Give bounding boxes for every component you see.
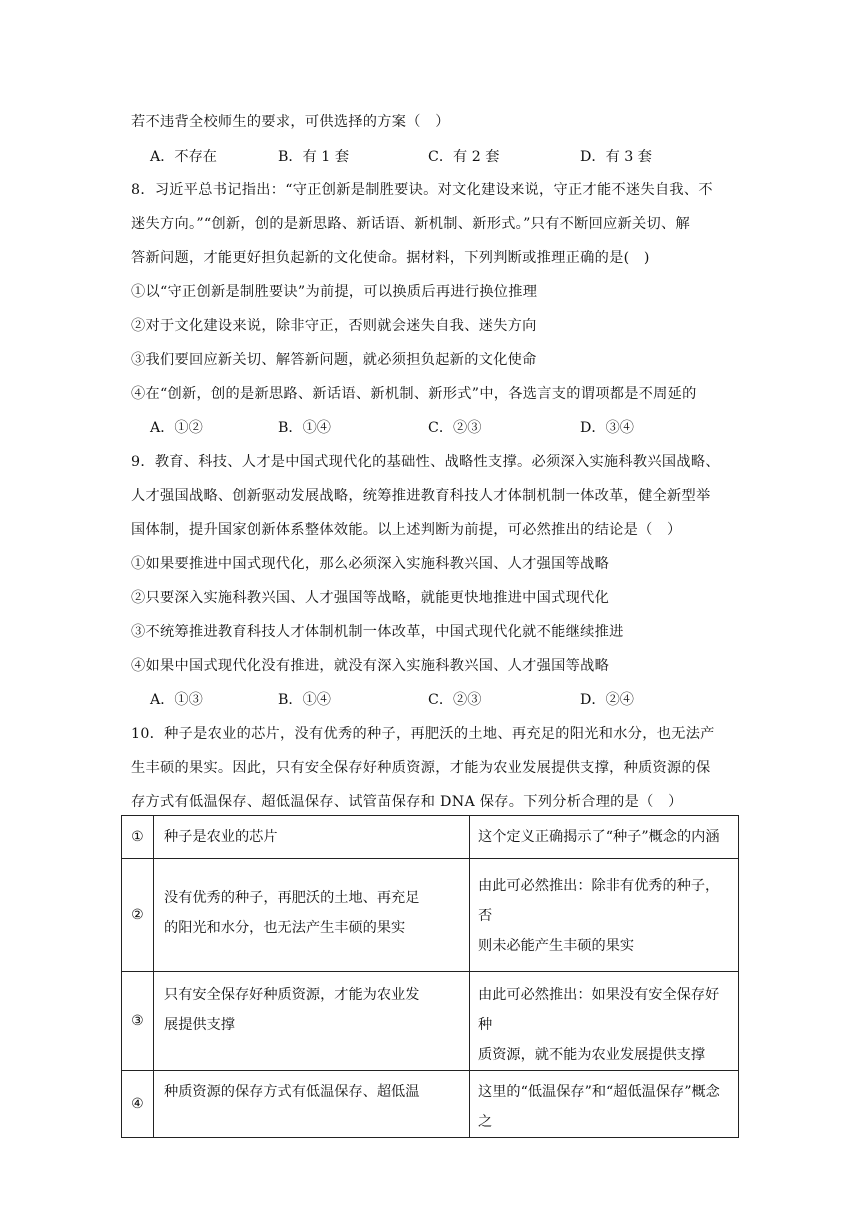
statement-line: 种质资源的保存方式有低温保存、超低温 <box>164 1084 420 1100</box>
table-row <box>122 859 739 972</box>
analysis-line: 由此可必然推出：如果没有安全保存好种 <box>478 987 720 1033</box>
row-number: ① <box>122 816 154 859</box>
q9-option-c[interactable]: C．②③ <box>428 692 482 708</box>
q8-stem-line-2: 迷失方向。”“创新，创的是新思路、新话语、新机制、新形式。”只有不断回应新关切、解 <box>131 216 690 232</box>
q10-analysis-table <box>121 815 739 1138</box>
q7-option-d[interactable]: D．有 3 套 <box>580 149 652 165</box>
q8-option-b[interactable]: B．①④ <box>278 420 331 436</box>
table-row <box>122 1071 739 1138</box>
statement-line: 的阳光和水分，也无法产生丰硕的果实 <box>164 920 406 936</box>
table-row <box>122 816 739 859</box>
q7-option-a[interactable]: A．不存在 <box>150 149 217 165</box>
q9-item-3: ③不统筹推进教育科技人才体制机制一体改革，中国式现代化就不能继续推进 <box>131 624 624 640</box>
q10-stem-line-3: 存方式有低温保存、超低温保存、试管苗保存和 DNA 保存。下列分析合理的是（ ） <box>131 794 683 810</box>
table-row <box>122 972 739 1071</box>
q9-options <box>150 689 710 711</box>
row-statement <box>154 1071 470 1138</box>
q9-option-d[interactable]: D．②④ <box>580 692 634 708</box>
q9-stem-line-3: 国体制，提升国家创新体系整体效能。以上述判断为前提，可必然推出的结论是（ ） <box>131 522 682 538</box>
row-statement <box>154 972 470 1071</box>
row-analysis <box>470 816 739 859</box>
q10-stem-line-2: 生丰硕的果实。因此，只有安全保存好种质资源，才能为农业发展提供支撑，种质资源的保 <box>131 760 711 776</box>
q9-item-4: ④如果中国式现代化没有推进，就没有深入实施科教兴国、人才强国等战略 <box>131 658 610 674</box>
statement-line: 没有优秀的种子，再肥沃的土地、再充足 <box>164 890 420 906</box>
analysis-line: 由此可必然推出：除非有优秀的种子，否 <box>478 878 720 924</box>
q9-option-a[interactable]: A．①③ <box>150 692 203 708</box>
q8-item-1: ①以“守正创新是制胜要诀”为前提，可以换质后再进行换位推理 <box>131 284 538 300</box>
q7-option-c[interactable]: C．有 2 套 <box>428 149 500 165</box>
row-analysis <box>470 859 739 972</box>
q9-stem-line-1: 9．教育、科技、人才是中国式现代化的基础性、战略性支撑。必须深入实施科教兴国战略、 <box>131 454 720 470</box>
q7-option-b[interactable]: B．有 1 套 <box>278 149 350 165</box>
q8-item-4: ④在“创新，创的是新思路、新话语、新机制、新形式”中，各选言支的谓项都是不周延的 <box>131 386 697 402</box>
statement-line: 展提供支撑 <box>164 1017 235 1033</box>
q8-options <box>150 417 710 439</box>
q8-item-3: ③我们要回应新关切、解答新问题，就必须担负起新的文化使命 <box>131 352 537 368</box>
q7-stem-tail: 若不违背全校师生的要求，可供选择的方案（ ） <box>131 114 450 130</box>
q8-item-2: ②对于文化建设来说，除非守正，否则就会迷失自我、迷失方向 <box>131 318 537 334</box>
analysis-line: 则未必能产生丰硕的果实 <box>478 938 635 954</box>
row-statement <box>154 859 470 972</box>
q8-stem-line-1: 8．习近平总书记指出：“守正创新是制胜要诀。对文化建设来说，守正才能不迷失自我、不 <box>131 182 713 198</box>
q9-stem-line-2: 人才强国战略、创新驱动发展战略，统筹推进教育科技人才体制机制一体改革，健全新型举 <box>131 488 711 504</box>
row-number: ③ <box>122 972 154 1071</box>
q8-option-c[interactable]: C．②③ <box>428 420 482 436</box>
q9-item-1: ①如果要推进中国式现代化，那么必须深入实施科教兴国、人才强国等战略 <box>131 556 610 572</box>
statement-line: 种子是农业的芯片 <box>164 829 278 845</box>
row-analysis <box>470 972 739 1071</box>
q8-stem-line-3: 答新问题，才能更好担负起新的文化使命。据材料，下列判断或推理正确的是( ) <box>131 250 650 266</box>
row-number: ② <box>122 859 154 972</box>
q9-option-b[interactable]: B．①④ <box>278 692 331 708</box>
q8-option-d[interactable]: D．③④ <box>580 420 634 436</box>
q8-option-a[interactable]: A．①② <box>150 420 203 436</box>
row-analysis <box>470 1071 739 1138</box>
q10-stem-line-1: 10．种子是农业的芯片，没有优秀的种子，再肥沃的土地、再充足的阳光和水分，也无法产 <box>131 726 715 742</box>
analysis-line: 这个定义正确揭示了“种子”概念的内涵 <box>478 829 720 845</box>
statement-line: 只有安全保存好种质资源，才能为农业发 <box>164 987 420 1003</box>
row-number: ④ <box>122 1071 154 1138</box>
row-statement <box>154 816 470 859</box>
q9-item-2: ②只要深入实施科教兴国、人才强国等战略，就能更快地推进中国式现代化 <box>131 590 610 606</box>
analysis-line: 质资源，就不能为农业发展提供支撑 <box>478 1047 706 1063</box>
analysis-line: 这里的“低温保存”和“超低温保存”概念之 <box>478 1084 720 1130</box>
q7-options <box>150 146 710 168</box>
